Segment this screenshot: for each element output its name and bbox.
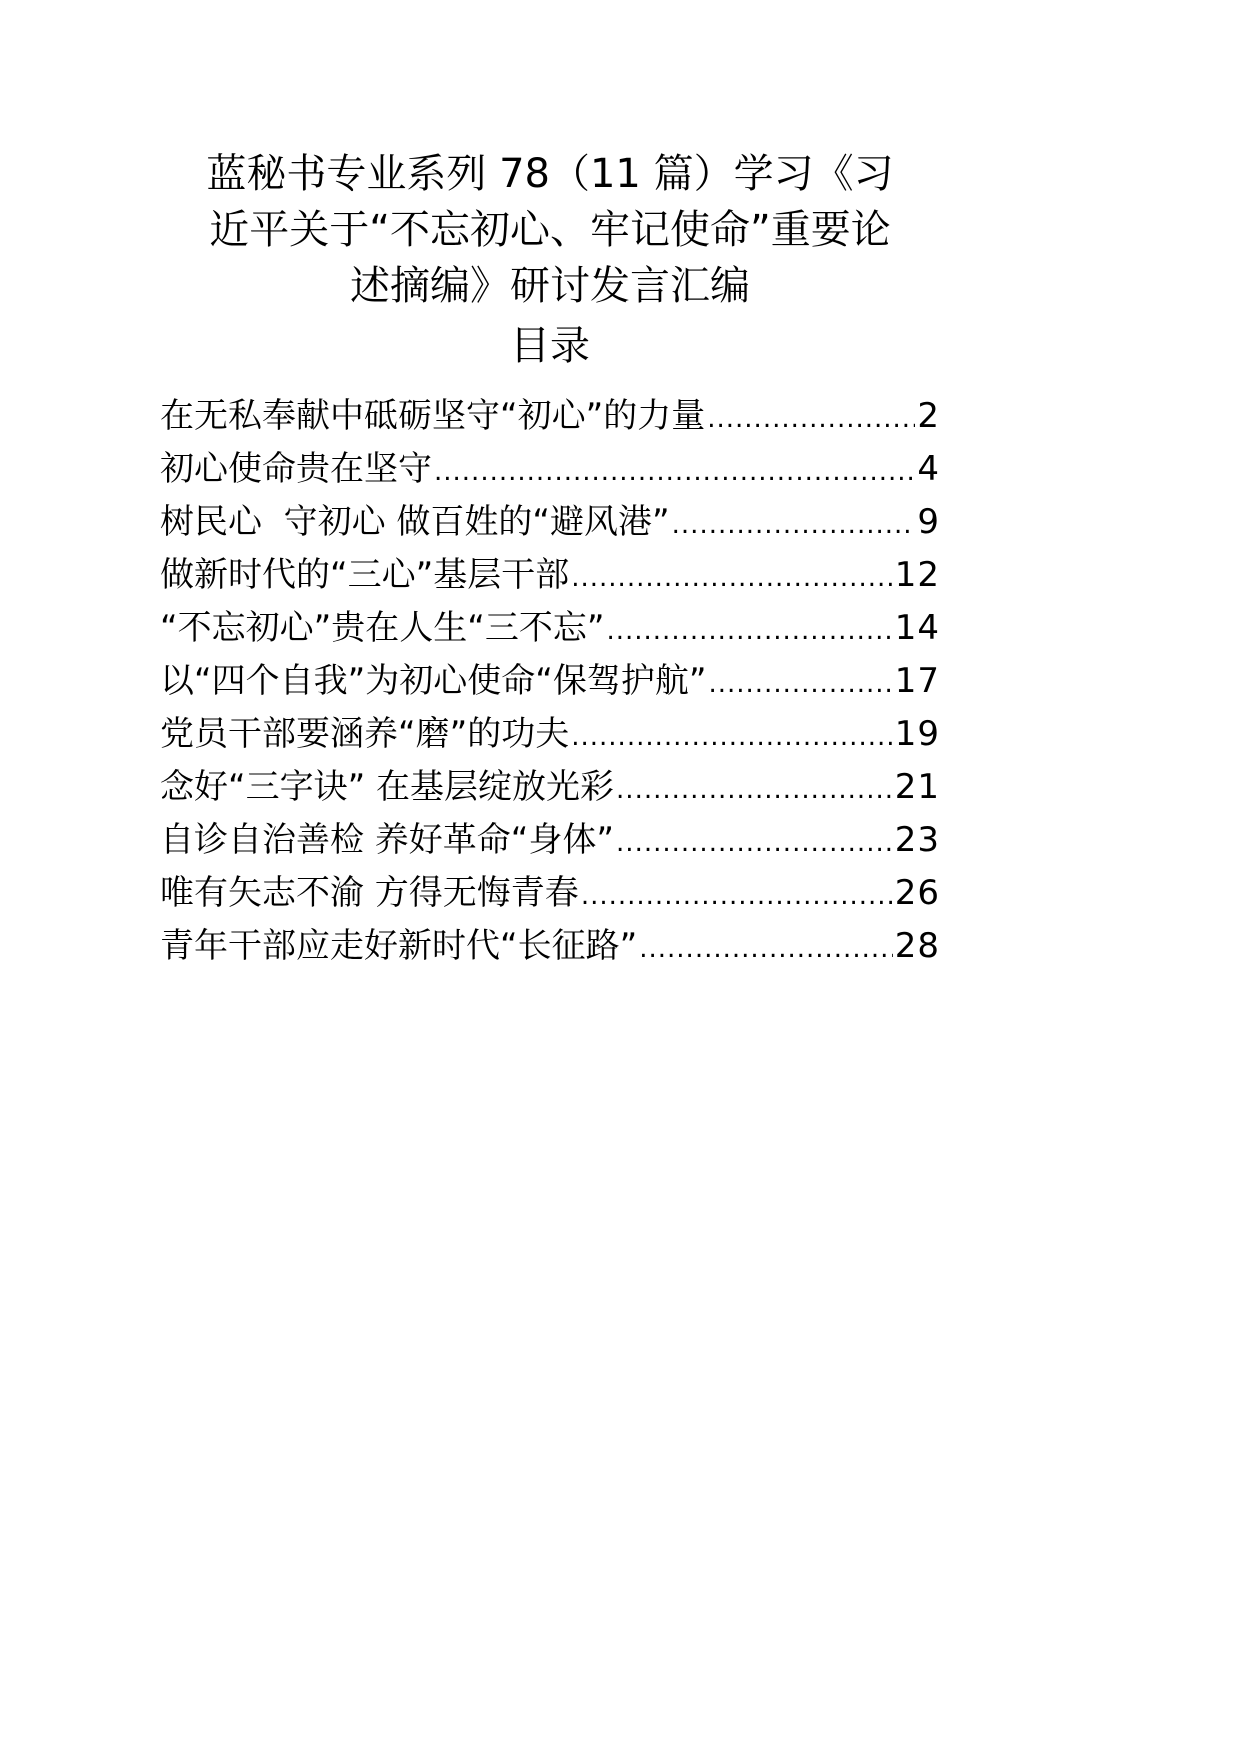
toc-entry-title: 初心使命贵在坚守 [160,449,432,489]
toc-entry[interactable] [160,602,940,655]
toc-entry-page: 9 [917,502,940,542]
toc-dot-leader [616,764,893,817]
toc-dot-leader [616,817,893,870]
toc-entry-title: 以“四个自我”为初心使命“保驾护航” [160,661,707,701]
toc-entry-title: 在无私奉献中砥砺坚守“初心”的力量 [160,396,706,436]
toc-dot-leader [707,393,915,446]
toc-dot-leader [606,605,892,658]
table-of-contents [160,390,940,973]
toc-entry-title: “不忘初心”贵在人生“三不忘” [160,608,605,648]
toc-entry-title: 党员干部要涵养“磨”的功夫 [160,714,570,754]
title-line-1: 蓝秘书专业系列 78（11 篇）学习《习 [206,151,894,197]
toc-heading: 目录 [510,323,590,369]
toc-entry-page: 19 [894,714,940,754]
toc-entry-page: 26 [894,873,940,913]
toc-entry-title: 树民心 守初心 做百姓的“避风港” [160,502,670,542]
toc-entry-page: 2 [917,396,940,436]
title-line-2: 近平关于“不忘初心、牢记使命”重要论 [209,207,891,253]
toc-entry-title: 念好“三字诀” 在基层绽放光彩 [160,767,615,807]
toc-entry[interactable] [160,549,940,602]
toc-entry-page: 28 [894,926,940,966]
toc-entry-page: 17 [894,661,940,701]
toc-entry-title: 做新时代的“三心”基层干部 [160,555,570,595]
toc-entry[interactable] [160,443,940,496]
toc-entry-page: 23 [894,820,940,860]
toc-entry[interactable] [160,920,940,973]
toc-entry[interactable] [160,761,940,814]
toc-entry-page: 4 [917,449,940,489]
toc-entry[interactable] [160,390,940,443]
toc-entry-title: 唯有矢志不渝 方得无悔青春 [160,873,579,913]
toc-entry-page: 21 [894,767,940,807]
toc-entry-page: 14 [894,608,940,648]
toc-dot-leader [581,870,893,923]
toc-entry-title: 自诊自治善检 养好革命“身体” [160,820,615,860]
toc-entry[interactable] [160,496,940,549]
toc-dot-leader [434,446,915,499]
toc-entry[interactable] [160,814,940,867]
toc-entry[interactable] [160,708,940,761]
toc-dot-leader [639,923,893,976]
toc-dot-leader [571,552,893,605]
toc-entry[interactable] [160,655,940,708]
toc-entry[interactable] [160,867,940,920]
toc-entry-page: 12 [894,555,940,595]
toc-dot-leader [672,499,916,552]
document-title [150,146,950,314]
toc-dot-leader [571,711,893,764]
toc-dot-leader [708,658,892,711]
toc-entry-title: 青年干部应走好新时代“长征路” [160,926,638,966]
title-line-3: 述摘编》研讨发言汇编 [350,263,750,309]
